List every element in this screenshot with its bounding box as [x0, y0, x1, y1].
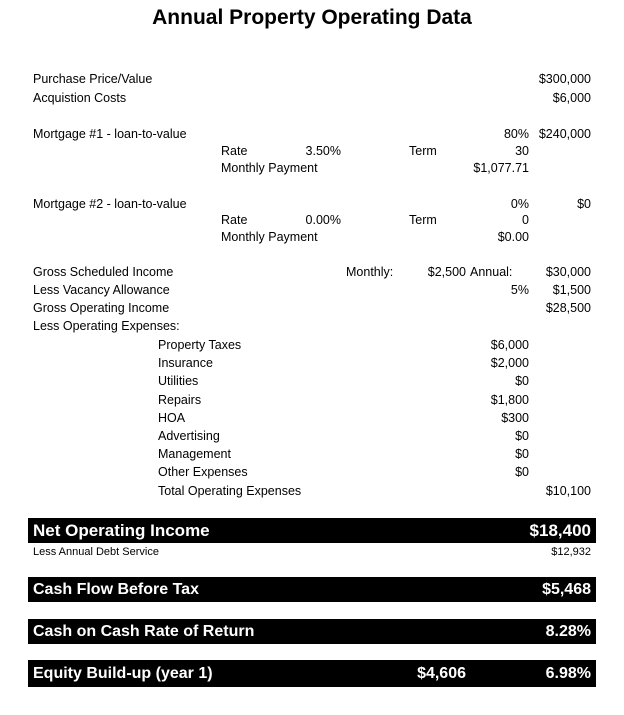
debt-service-label: Less Annual Debt Service	[33, 546, 159, 558]
mortgage1-payment: $1,077.71	[473, 161, 529, 175]
expense-label: Repairs	[158, 392, 202, 407]
mortgage2-rate: 0.00%	[305, 213, 341, 227]
mortgage1-rate-label: Rate	[221, 144, 248, 158]
expense-value: $0	[515, 447, 529, 462]
acquisition-costs-label: Acquistion Costs	[33, 91, 127, 105]
cash-flow-label: Cash Flow Before Tax	[33, 581, 199, 598]
cash-on-cash-label: Cash on Cash Rate of Return	[33, 623, 255, 640]
mortgage1-rate: 3.50%	[305, 144, 341, 158]
mortgage1-amount: $240,000	[538, 127, 591, 141]
expense-value: $1,800	[490, 392, 529, 407]
expense-label: Advertising	[158, 429, 220, 443]
total-operating-expenses-value: $10,100	[545, 484, 591, 498]
noi-value: $18,400	[529, 521, 591, 540]
page-title: Annual Property Operating Data	[152, 6, 472, 29]
vacancy-pct: 5%	[510, 283, 529, 297]
equity-amount: $4,606	[417, 665, 466, 682]
mortgage2-payment-label: Monthly Payment	[221, 230, 318, 244]
expense-label: Management	[158, 447, 231, 462]
expense-value: $300	[501, 410, 529, 425]
expense-value: $0	[515, 429, 529, 443]
expense-value: $6,000	[490, 338, 529, 352]
expense-label: Utilities	[158, 374, 199, 389]
mortgage2-amount: $0	[577, 197, 591, 211]
cash-flow-bar	[28, 577, 596, 602]
gross-operating-income-value: $28,500	[545, 301, 591, 315]
mortgage1-payment-label: Monthly Payment	[221, 161, 318, 175]
noi-label: Net Operating Income	[33, 521, 210, 540]
equity-bar	[28, 660, 596, 687]
expense-value: $0	[515, 374, 529, 389]
expense-label: HOA	[158, 410, 186, 425]
mortgage2-label: Mortgage #2 - loan-to-value	[33, 197, 187, 211]
cash-on-cash-value: 8.28%	[545, 623, 591, 640]
noi-bar	[28, 518, 596, 543]
mortgage2-term-label: Term	[409, 213, 437, 227]
expense-label: Insurance	[158, 356, 213, 371]
equity-label: Equity Build-up (year 1)	[33, 665, 213, 682]
cash-flow-value: $5,468	[542, 581, 591, 598]
mortgage1-term: 30	[515, 144, 529, 158]
vacancy-value: $1,500	[552, 283, 591, 297]
equity-pct: 6.98%	[545, 665, 591, 682]
mortgage2-rate-label: Rate	[221, 213, 248, 227]
gross-scheduled-income-label: Gross Scheduled Income	[33, 265, 174, 279]
vacancy-allowance-label: Less Vacancy Allowance	[33, 283, 170, 297]
annual-label: Annual:	[470, 265, 513, 279]
annual-income-value: $30,000	[545, 265, 591, 279]
gross-operating-income-label: Gross Operating Income	[33, 301, 170, 315]
purchase-price-label: Purchase Price/Value	[33, 72, 153, 86]
expense-label: Other Expenses	[158, 465, 248, 480]
less-operating-expenses-label: Less Operating Expenses:	[33, 319, 180, 333]
mortgage1-ltv: 80%	[503, 127, 529, 141]
monthly-income-value: $2,500	[427, 265, 466, 279]
mortgage1-term-label: Term	[409, 144, 437, 158]
expense-value: $2,000	[490, 356, 529, 371]
expense-value: $0	[515, 465, 529, 480]
total-operating-expenses-label: Total Operating Expenses	[158, 484, 302, 498]
mortgage2-ltv: 0%	[510, 197, 529, 211]
cash-on-cash-bar	[28, 619, 596, 644]
purchase-price-value: $300,000	[538, 72, 591, 86]
mortgage1-label: Mortgage #1 - loan-to-value	[33, 127, 187, 141]
debt-service-value: $12,932	[551, 546, 591, 558]
expense-label: Property Taxes	[158, 338, 242, 352]
mortgage2-term: 0	[522, 213, 529, 227]
mortgage2-payment: $0.00	[497, 230, 529, 244]
monthly-label: Monthly:	[346, 265, 394, 279]
acquisition-costs-value: $6,000	[552, 91, 591, 105]
